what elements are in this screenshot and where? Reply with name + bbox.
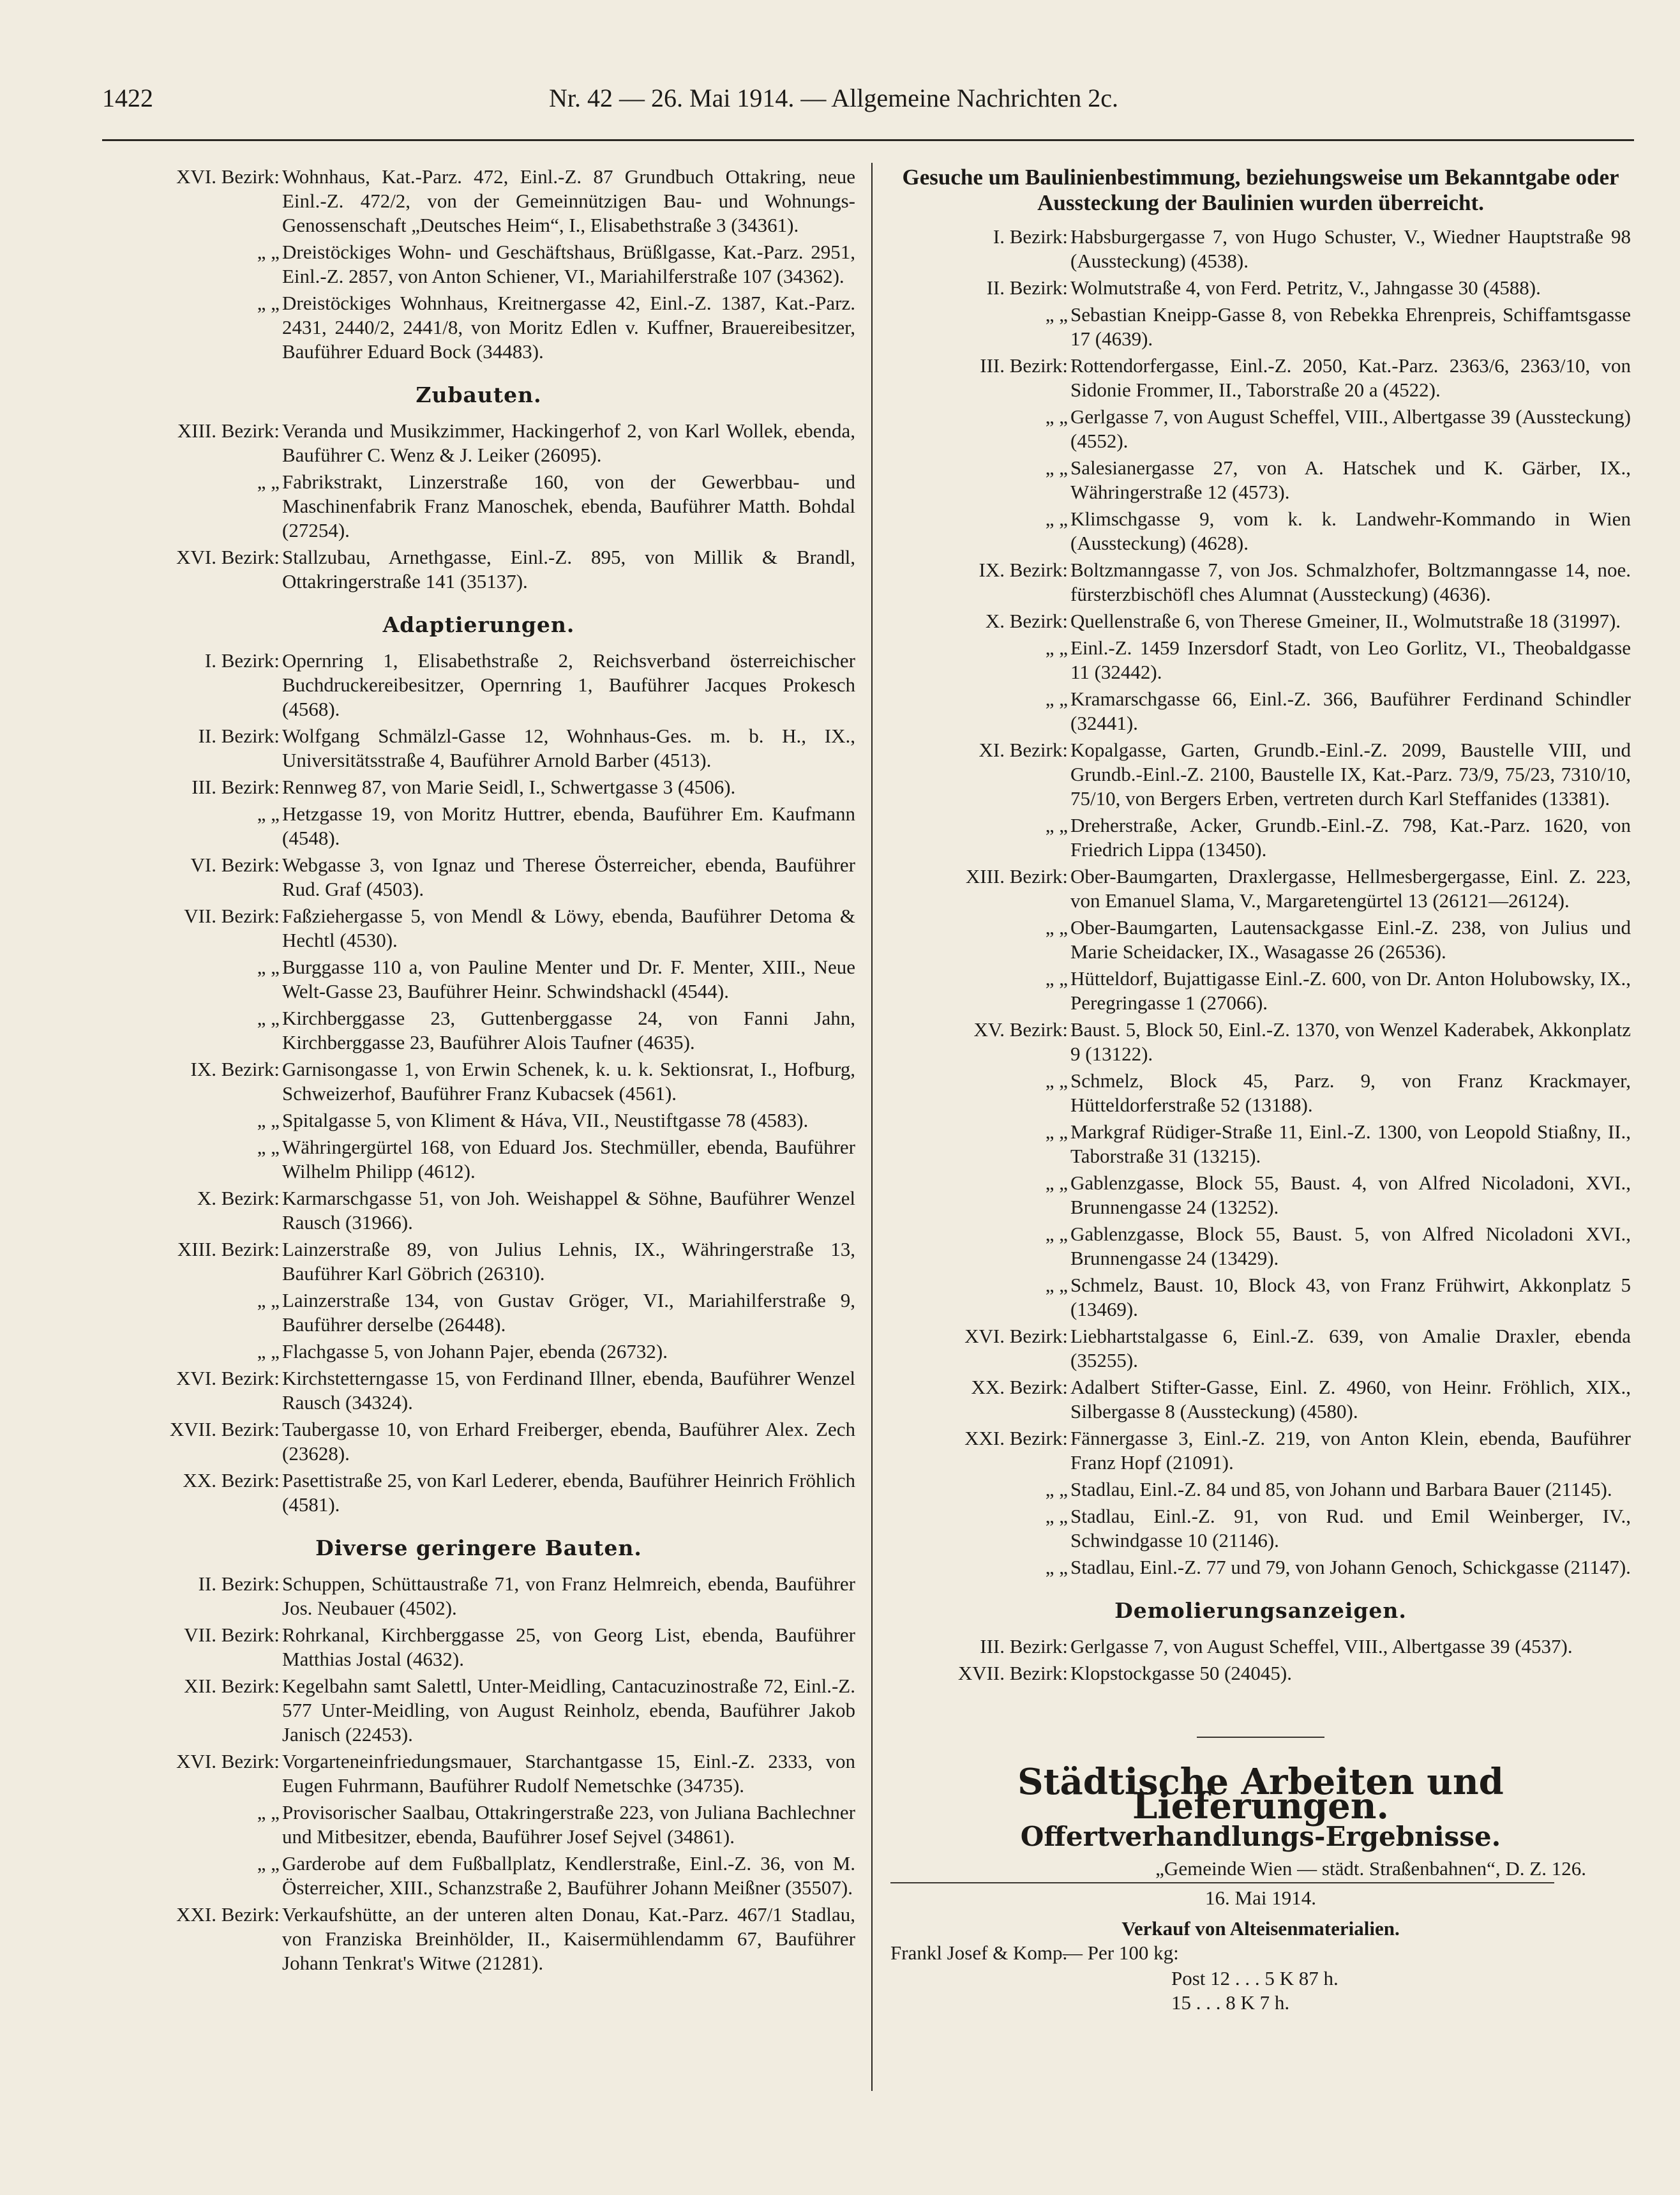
listing-entry <box>890 1273 1631 1322</box>
entry-text: Stadlau, Einl.-Z. 84 und 85, von Johann und Barbara Bauer (21145). <box>1070 1478 1612 1500</box>
district-label: III. Bezirk: <box>980 1635 1068 1657</box>
district-label: XIII. Bezirk: <box>965 865 1068 887</box>
listing-entry <box>890 1634 1631 1659</box>
entry-text: Flachgasse 5, von Johann Pajer, ebenda (26732). <box>282 1340 668 1362</box>
entry-text: Kirchberggasse 23, Guttenberggasse 24, von Fanni Jahn, Kirchberggasse 23, Bauführer Alois Taufner (4635). <box>282 1007 855 1053</box>
entry-text: Gablenzgasse, Block 55, Baust. 5, von Alfred Nicoladoni XVI., Brunnengasse 24 (13429). <box>1070 1223 1631 1269</box>
entry-text: Dreistöckiges Wohn- und Geschäftshaus, Brüßlgasse, Kat.-Parz. 2951, Einl.-Z. 2857, von Anton Schiener, VI., Mariahilferstraße 107 (34362). <box>282 241 855 287</box>
entry-text: Fännergasse 3, Einl.-Z. 219, von Anton Klein, ebenda, Bauführer Franz Hopf (21091). <box>1070 1427 1631 1474</box>
listing-entry <box>890 456 1631 504</box>
post-line: 15 . . . 8 K 7 h. <box>1171 1991 1290 2014</box>
district-label: „ „ <box>1045 1069 1068 1092</box>
entry-text: Stadlau, Einl.-Z. 91, von Rud. und Emil Weinberger, IV., Schwindgasse 10 (21146). <box>1070 1505 1631 1551</box>
district-label: „ „ <box>1045 303 1068 326</box>
section-title-demolierung: Demolierungsanzeigen. <box>1114 1598 1407 1623</box>
header-rule <box>102 139 1634 141</box>
entry-text: Salesianergasse 27, von A. Hatschek und K. Gärber, IX., Währingerstraße 12 (4573). <box>1070 456 1631 503</box>
listing-entry <box>102 1237 855 1286</box>
entry-text: Klopstockgasse 50 (24045). <box>1070 1662 1292 1684</box>
district-label: XVII. Bezirk: <box>169 1418 280 1440</box>
district-label: XI. Bezirk: <box>979 739 1068 761</box>
entry-text: Taubergasse 10, von Erhard Freiberger, ebenda, Bauführer Alex. Zech (23628). <box>282 1418 855 1465</box>
entry-text: Fabrikstrakt, Linzerstraße 160, von der Gewerbbau- und Maschinenfabrik Franz Manoschek, ebenda, Bauführer Matth. Bohdal (27254). <box>282 471 855 541</box>
district-label: III. Bezirk: <box>191 776 280 798</box>
listing-entry <box>102 1852 855 1900</box>
entry-text: Garnisongasse 1, von Erwin Schenek, k. u. k. Sektionsrat, I., Hofburg, Schweizerhof, Bauführer Franz Kubacsek (4561). <box>282 1058 855 1105</box>
entry-text: Dreherstraße, Acker, Grundb.-Einl.-Z. 798, Kat.-Parz. 1620, von Friedrich Lippa (13450). <box>1070 814 1631 861</box>
district-label: VII. Bezirk: <box>184 905 280 927</box>
district-label: „ „ <box>1045 1478 1068 1500</box>
district-label: „ „ <box>1045 967 1068 990</box>
offert-title: Offertverhandlungs-Ergebnisse. <box>1020 1821 1501 1852</box>
demolierung-list <box>890 1634 1631 1686</box>
district-label: II. Bezirk: <box>198 1573 280 1595</box>
section-separator <box>1197 1737 1324 1738</box>
listing-entry <box>890 687 1631 735</box>
entry-text: Webgasse 3, von Ignaz und Therese Österreicher, ebenda, Bauführer Rud. Graf (4503). <box>282 854 855 900</box>
entry-text: Faßziehergasse 5, von Mendl & Löwy, ebenda, Bauführer Detoma & Hechtl (4530). <box>282 905 855 951</box>
entry-text: Rennweg 87, von Marie Seidl, I., Schwertgasse 3 (4506). <box>282 776 736 798</box>
entry-text: Hetzgasse 19, von Moritz Huttrer, ebenda, Bauführer Em. Kaufmann (4548). <box>282 803 855 849</box>
listing-entry <box>102 1108 855 1133</box>
entry-text: Einl.-Z. 1459 Inzersdorf Stadt, von Leo Gorlitz, VI., Theobaldgasse 11 (32442). <box>1070 637 1631 683</box>
post-line: Post 12 . . . 5 K 87 h. <box>1171 1967 1339 1989</box>
listing-entry <box>890 405 1631 453</box>
listing-entry <box>102 1800 855 1849</box>
post-row <box>890 1966 1631 1991</box>
listing-entry <box>102 649 855 721</box>
district-label: IX. Bezirk: <box>190 1058 280 1080</box>
entry-text: Sebastian Kneipp-Gasse 8, von Rebekka Ehrenpreis, Schiffamtsgasse 17 (4639). <box>1070 303 1631 350</box>
section-title-zubauten: Zubauten. <box>416 382 542 407</box>
district-label: „ „ <box>257 471 280 493</box>
listing-entry <box>890 1504 1631 1553</box>
listing-entry <box>890 1018 1631 1066</box>
listing-entry <box>890 864 1631 913</box>
listing-entry <box>102 419 855 467</box>
district-label: „ „ <box>1045 1556 1068 1578</box>
listing-entry <box>102 853 855 901</box>
listing-entry <box>102 802 855 850</box>
listing-entry <box>890 1477 1631 1502</box>
listing-entry <box>890 303 1631 351</box>
district-label: „ „ <box>1045 1274 1068 1296</box>
entry-text: Schuppen, Schüttaustraße 71, von Franz Helmreich, ebenda, Bauführer Jos. Neubauer (4502). <box>282 1573 855 1619</box>
entry-text: Lainzerstraße 89, von Julius Lehnis, IX., Währingerstraße 13, Bauführer Karl Göbrich (26310). <box>282 1238 855 1285</box>
entry-text: Gerlgasse 7, von August Scheffel, VIII., Albertgasse 39 (4537). <box>1070 1635 1573 1657</box>
diverse-list <box>102 1572 855 1975</box>
entry-text: Ober-Baumgarten, Draxlergasse, Hellmesbergergasse, Einl. Z. 223, von Emanuel Slama, V., Margaretengürtel 13 (26121—26124). <box>1070 865 1631 912</box>
listing-entry <box>890 967 1631 1015</box>
bidder-name: Frankl Josef & Komp. <box>890 1942 1068 1964</box>
arbeiten-title: Städtische Arbeiten und Lieferungen. <box>1017 1761 1504 1827</box>
listing-entry <box>102 775 855 799</box>
district-label: „ „ <box>257 803 280 825</box>
tender-rule <box>890 1882 1554 1883</box>
listing-entry <box>890 738 1631 811</box>
district-label: XXI. Bezirk: <box>176 1903 280 1926</box>
listing-entry <box>890 1661 1631 1686</box>
post-row <box>890 1991 1631 2015</box>
left-column <box>102 165 855 1978</box>
adaptierungen-list <box>102 649 855 1517</box>
district-label: XVI. Bezirk: <box>176 546 280 568</box>
district-label: XVII. Bezirk: <box>957 1662 1068 1684</box>
price-head: — Per 100 kg: <box>1063 1942 1179 1964</box>
district-label: VII. Bezirk: <box>184 1624 280 1646</box>
listing-entry <box>890 354 1631 402</box>
entry-text: Klimschgasse 9, vom k. k. Landwehr-Kommando in Wien (Aussteckung) (4628). <box>1070 508 1631 554</box>
entry-text: Lainzerstraße 134, von Gustav Gröger, VI., Mariahilferstraße 9, Bauführer derselbe (26448). <box>282 1289 855 1336</box>
page-header <box>102 83 1589 121</box>
entry-text: Baust. 5, Block 50, Einl.-Z. 1370, von Wenzel Kaderabek, Akkonplatz 9 (13122). <box>1070 1018 1631 1065</box>
entry-text: Markgraf Rüdiger-Straße 11, Einl.-Z. 1300, von Leopold Stiaßny, II., Taborstraße 31 (13215). <box>1070 1120 1631 1167</box>
district-label: „ „ <box>257 1007 280 1029</box>
entry-text: Boltzmanngasse 7, von Jos. Schmalzhofer, Boltzmanngasse 14, noe. fürsterzbischöfl ches Alumnat (Aussteckung) (4636). <box>1070 559 1631 605</box>
entry-text: Burggasse 110 a, von Pauline Menter und Dr. F. Menter, XIII., Neue Welt-Gasse 23, Bauführer Heinr. Schwindshackl (4544). <box>282 956 855 1002</box>
district-label: XII. Bezirk: <box>184 1675 280 1697</box>
listing-entry <box>102 1006 855 1055</box>
district-label: „ „ <box>257 1801 280 1823</box>
district-label: „ „ <box>257 1136 280 1158</box>
district-label: III. Bezirk: <box>980 354 1068 377</box>
district-label: I. Bezirk: <box>993 225 1068 248</box>
entry-text: Gerlgasse 7, von August Scheffel, VIII., Albertgasse 39 (Aussteckung) (4552). <box>1070 405 1631 452</box>
entry-text: Veranda und Musikzimmer, Hackingerhof 2, von Karl Wollek, ebenda, Bauführer C. Wenz & J. Leiker (26095). <box>282 419 855 466</box>
entry-text: Quellenstraße 6, von Therese Gmeiner, II., Wolmutstraße 18 (31997). <box>1070 610 1621 632</box>
listing-entry <box>890 1555 1631 1580</box>
gesuche-list <box>890 225 1631 1580</box>
listing-entry <box>890 916 1631 964</box>
district-label: „ „ <box>1045 688 1068 710</box>
district-label: X. Bezirk: <box>197 1187 280 1209</box>
district-label: „ „ <box>257 1289 280 1311</box>
page-number: 1422 <box>102 84 153 112</box>
section-title-diverse: Diverse geringere Bauten. <box>315 1535 642 1560</box>
district-label: I. Bezirk: <box>204 649 280 672</box>
entry-text: Provisorischer Saalbau, Ottakringerstraße 223, von Juliana Bachlechner und Mitbesitzer, ebenda, Bauführer Josef Sejvel (34861). <box>282 1801 855 1848</box>
entry-text: Wolmutstraße 4, von Ferd. Petritz, V., Jahngasse 30 (4588). <box>1070 276 1541 299</box>
entry-text: Kegelbahn samt Salettl, Unter-Meidling, Cantacuzinostraße 72, Einl.-Z. 577 Unter-Meidling, von August Reinholz, ebenda, Bauführer Jakob Janisch (22453). <box>282 1675 855 1746</box>
entry-text: Wohnhaus, Kat.-Parz. 472, Einl.-Z. 87 Grundbuch Ottakring, neue Einl.-Z. 472/2, von der Gemeinnützigen Bau- und Wohnungs-Genossenschaft „Deutsches Heim“, I., Elisabethstraße 3 (34361). <box>282 165 855 236</box>
district-label: „ „ <box>257 1340 280 1362</box>
offer-row <box>890 1941 1631 1966</box>
listing-entry <box>890 609 1631 633</box>
entry-text: Kopalgasse, Garten, Grundb.-Einl.-Z. 2099, Baustelle VIII, und Grundb.-Einl.-Z. 2100, Baustelle IX, Kat.-Parz. 73/9, 75/23, 7310/10, 75/10, von Bergers Erben, vertreten durch Karl Steffanides (13381). <box>1070 739 1631 810</box>
listing-entry <box>102 1339 855 1364</box>
district-label: II. Bezirk: <box>986 276 1068 299</box>
entry-text: Stallzubau, Arnethgasse, Einl.-Z. 895, von Millik & Brandl, Ottakringerstraße 141 (35137). <box>282 546 855 592</box>
district-label: XVI. Bezirk: <box>176 1367 280 1389</box>
section-title-adaptierungen: Adaptierungen. <box>382 612 575 637</box>
entry-text: Karmarschgasse 51, von Joh. Weishappel & Söhne, Bauführer Wenzel Rausch (31966). <box>282 1187 855 1233</box>
entry-text: Währingergürtel 168, von Eduard Jos. Stechmüller, ebenda, Bauführer Wilhelm Philipp (4612). <box>282 1136 855 1182</box>
entry-text: Wolfgang Schmälzl-Gasse 12, Wohnhaus-Ges. m. b. H., IX., Universitätsstraße 4, Bauführer Arnold Barber (4513). <box>282 725 855 771</box>
district-label: XXI. Bezirk: <box>964 1427 1068 1449</box>
district-label: XVI. Bezirk: <box>176 1750 280 1772</box>
listing-entry <box>102 240 855 289</box>
district-label: „ „ <box>257 241 280 263</box>
entry-text: Ober-Baumgarten, Lautensackgasse Einl.-Z. 238, von Julius und Marie Scheidacker, IX., Wasagasse 26 (26536). <box>1070 916 1631 963</box>
listing-entry <box>890 276 1631 300</box>
listing-entry <box>102 904 855 953</box>
district-label: „ „ <box>257 292 280 314</box>
district-label: „ „ <box>1045 1223 1068 1245</box>
listing-entry <box>890 507 1631 555</box>
listing-entry <box>102 1366 855 1415</box>
district-label: „ „ <box>257 1109 280 1131</box>
district-label: XV. Bezirk: <box>973 1018 1068 1041</box>
entry-text: Opernring 1, Elisabethstraße 2, Reichsverband österreichischer Buchdruckereibesitzer, Opernring 1, Bauführer Jacques Prokesch (4568). <box>282 649 855 720</box>
entry-text: Kirchstetterngasse 15, von Ferdinand Illner, ebenda, Bauführer Wenzel Rausch (34324). <box>282 1367 855 1414</box>
section-title-gesuche: Gesuche um Baulinienbestimmung, beziehungsweise um Bekanntgabe oder Aussteckung der Baulinien wurden überreicht. <box>902 165 1619 215</box>
listing-entry <box>102 1572 855 1620</box>
listing-entry <box>890 1120 1631 1168</box>
listing-entry <box>102 1057 855 1106</box>
entry-text: Schmelz, Block 45, Parz. 9, von Franz Krackmayer, Hütteldorferstraße 52 (13188). <box>1070 1069 1631 1116</box>
neubauten-list <box>102 165 855 364</box>
district-label: XX. Bezirk: <box>971 1376 1068 1398</box>
entry-text: Gablenzgasse, Block 55, Baust. 4, von Alfred Nicoladoni, XVI., Brunnengasse 24 (13252). <box>1070 1172 1631 1218</box>
listing-entry <box>890 1426 1631 1475</box>
listing-entry <box>102 1903 855 1975</box>
district-label: XX. Bezirk: <box>183 1469 280 1491</box>
district-label: VI. Bezirk: <box>190 854 280 876</box>
entry-text: Schmelz, Baust. 10, Block 43, von Franz Frühwirt, Akkonplatz 5 (13469). <box>1070 1274 1631 1320</box>
listing-entry <box>102 1417 855 1466</box>
sale-title: Verkauf von Alteisenmaterialien. <box>1121 1917 1400 1940</box>
tender-reference: „Gemeinde Wien — städt. Straßenbahnen“, D. Z. 126. <box>1155 1857 1586 1880</box>
district-label: „ „ <box>1045 456 1068 479</box>
listing-entry <box>102 165 855 238</box>
listing-entry <box>102 1749 855 1798</box>
entry-text: Pasettistraße 25, von Karl Lederer, ebenda, Bauführer Heinrich Fröhlich (4581). <box>282 1469 855 1516</box>
entry-text: Kramarschgasse 66, Einl.-Z. 366, Bauführer Ferdinand Schindler (32441). <box>1070 688 1631 734</box>
entry-text: Rohrkanal, Kirchberggasse 25, von Georg List, ebenda, Bauführer Matthias Jostal (4632). <box>282 1624 855 1670</box>
entry-text: Vorgarteneinfriedungsmauer, Starchantgasse 15, Einl.-Z. 2333, von Eugen Fuhrmann, Bauführer Rudolf Nemetschke (34735). <box>282 1750 855 1797</box>
right-column <box>890 165 1631 2015</box>
page-header-title: Nr. 42 — 26. Mai 1914. — Allgemeine Nachrichten 2c. <box>549 84 1119 112</box>
district-label: II. Bezirk: <box>198 725 280 747</box>
listing-entry <box>102 470 855 543</box>
zubauten-list <box>102 419 855 594</box>
listing-entry <box>102 724 855 773</box>
entry-text: Liebhartstalgasse 6, Einl.-Z. 639, von Amalie Draxler, ebenda (35255). <box>1070 1325 1631 1371</box>
district-label: „ „ <box>1045 916 1068 939</box>
listing-entry <box>102 1623 855 1671</box>
district-label: XIII. Bezirk: <box>177 1238 280 1260</box>
listing-entry <box>890 636 1631 684</box>
district-label: XVI. Bezirk: <box>964 1325 1068 1347</box>
entry-text: Stadlau, Einl.-Z. 77 und 79, von Johann Genoch, Schickgasse (21147). <box>1070 1556 1631 1578</box>
listing-entry <box>890 1375 1631 1424</box>
listing-entry <box>890 558 1631 607</box>
district-label: „ „ <box>1045 1172 1068 1194</box>
entry-text: Spitalgasse 5, von Kliment & Háva, VII., Neustiftgasse 78 (4583). <box>282 1109 809 1131</box>
entry-text: Habsburgergasse 7, von Hugo Schuster, V., Wiedner Hauptstraße 98 (Aussteckung) (4538). <box>1070 225 1631 272</box>
tender-date: 16. Mai 1914. <box>1205 1887 1316 1909</box>
listing-entry <box>890 813 1631 862</box>
listing-entry <box>890 1069 1631 1117</box>
entry-text: Garderobe auf dem Fußballplatz, Kendlerstraße, Einl.-Z. 36, von M. Österreicher, XIII., Schanzstraße 2, Bauführer Johann Meißner (35507). <box>282 1852 855 1899</box>
listing-entry <box>102 1468 855 1517</box>
entry-text: Rottendorfergasse, Einl.-Z. 2050, Kat.-Parz. 2363/6, 2363/10, von Sidonie Frommer, II., Taborstraße 20 a (4522). <box>1070 354 1631 401</box>
listing-entry <box>102 955 855 1004</box>
column-divider <box>871 163 873 2091</box>
entry-text: Hütteldorf, Bujattigasse Einl.-Z. 600, von Dr. Anton Holubowsky, IX., Peregringasse 1 (27066). <box>1070 967 1631 1014</box>
district-label: „ „ <box>1045 1120 1068 1143</box>
district-label: X. Bezirk: <box>985 610 1068 632</box>
listing-entry <box>102 291 855 364</box>
listing-entry <box>890 1222 1631 1271</box>
listing-entry <box>890 1324 1631 1373</box>
district-label: „ „ <box>257 956 280 978</box>
listing-entry <box>102 1288 855 1337</box>
listing-entry <box>102 1186 855 1235</box>
district-label: XVI. Bezirk: <box>176 165 280 188</box>
district-label: „ „ <box>1045 814 1068 836</box>
listing-entry <box>102 1135 855 1184</box>
entry-text: Adalbert Stifter-Gasse, Einl. Z. 4960, von Heinr. Fröhlich, XIX., Silbergasse 8 (Aussteckung) (4580). <box>1070 1376 1631 1422</box>
listing-entry <box>102 545 855 594</box>
listing-entry <box>890 1171 1631 1219</box>
listing-entry <box>890 225 1631 273</box>
district-label: „ „ <box>257 1852 280 1874</box>
district-label: IX. Bezirk: <box>979 559 1068 581</box>
district-label: „ „ <box>1045 405 1068 428</box>
district-label: „ „ <box>1045 637 1068 659</box>
district-label: „ „ <box>1045 1505 1068 1527</box>
district-label: „ „ <box>1045 508 1068 530</box>
district-label: XIII. Bezirk: <box>177 419 280 442</box>
entry-text: Verkaufshütte, an der unteren alten Donau, Kat.-Parz. 467/1 Stadlau, von Franziska Breinhölder, II., Kaisermühlendamm 67, Bauführer Johann Tenkrat's Witwe (21281). <box>282 1903 855 1974</box>
entry-text: Dreistöckiges Wohnhaus, Kreitnergasse 42, Einl.-Z. 1387, Kat.-Parz. 2431, 2440/2, 2441/8, von Moritz Edlen v. Kuffner, Brauereibesitzer, Bauführer Eduard Bock (34483). <box>282 292 855 363</box>
listing-entry <box>102 1674 855 1747</box>
